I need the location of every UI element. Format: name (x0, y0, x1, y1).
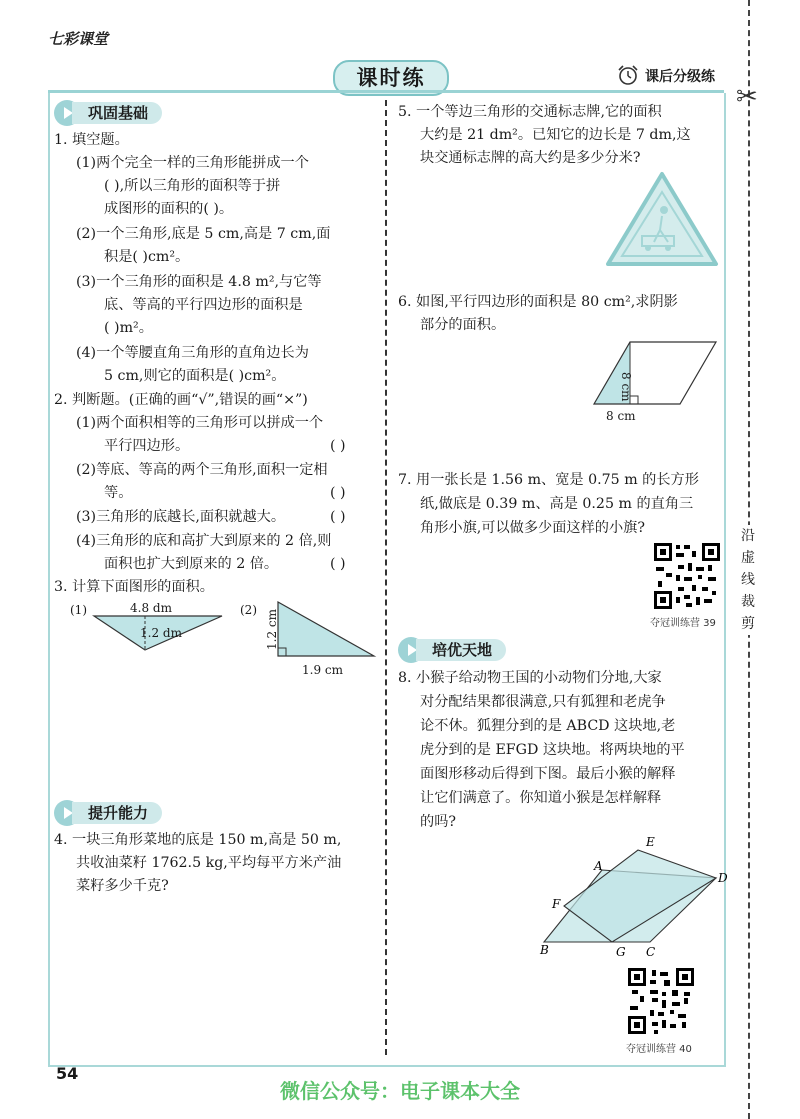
q1-line: (1)两个完全一样的三角形能拼成一个 (76, 155, 309, 171)
q2-line: (2)等底、等高的两个三角形,面积一定相 (76, 462, 328, 478)
point-B: B (540, 943, 549, 957)
q1-line: (2)一个三角形,底是 5 cm,高是 7 cm,面 (76, 226, 331, 242)
q6-height-label: 8 cm (619, 372, 633, 402)
q8-line: 8. 小猴子给动物王国的小动物们分地,大家 (398, 670, 662, 686)
q4-line: 4. 一块三角形菜地的底是 150 m,高是 50 m, (54, 832, 342, 848)
q1-line: (3)一个三角形的面积是 4.8 m²,与它等 (76, 274, 322, 290)
q1-line: ( ),所以三角形的面积等于拼 (104, 178, 281, 194)
parallelogram-figure (590, 338, 720, 408)
q1-line: 积是( )cm²。 (104, 249, 190, 265)
q3-title: 3. 计算下面图形的面积。 (54, 579, 214, 595)
scissors-icon: ✂ (736, 82, 758, 112)
q7-line: 7. 用一张长是 1.56 m、宽是 0.75 m 的长方形 (398, 472, 699, 488)
qr-code[interactable] (652, 541, 722, 611)
q1-line: (4)一个等腰直角三角形的直角边长为 (76, 345, 309, 361)
alarm-clock-icon (617, 64, 639, 86)
q8-line: 的吗? (420, 814, 456, 830)
column-divider (385, 100, 387, 1055)
fig1-base: 4.8 dm (130, 601, 172, 615)
tier-label: 课后分级练 (645, 69, 715, 85)
qr-caption: 夺冠训练营 39 (650, 618, 716, 629)
answer-paren: ( ) (330, 438, 346, 454)
q1-line: 底、等高的平行四边形的面积是 (104, 297, 303, 313)
q8-line: 让它们满意了。你知道小猴是怎样解释 (420, 790, 662, 806)
qr-code[interactable] (626, 966, 696, 1036)
cut-label: 沿 虚 线 裁 剪 (737, 525, 759, 635)
point-A: A (594, 859, 603, 873)
parallelogram-efgd-figure (530, 830, 730, 960)
brand-logo: 七彩课堂 (48, 30, 109, 48)
fig2-label: (2) (240, 603, 257, 617)
q8-line: 面图形移动后得到下图。最后小猴的解释 (420, 766, 676, 782)
q4-line: 菜籽多少千克? (76, 878, 169, 894)
answer-paren: ( ) (330, 556, 346, 572)
point-F: F (552, 897, 561, 911)
page-title: 课时练 (333, 60, 449, 96)
fig1-height: 1.2 dm (140, 626, 182, 640)
q6-line: 6. 如图,平行四边形的面积是 80 cm²,求阴影 (398, 294, 678, 310)
fig1-label: (1) (70, 603, 87, 617)
q2-line: (3)三角形的底越长,面积就越大。 (76, 509, 286, 525)
fig2-height: 1.2 cm (265, 609, 279, 650)
q2-line: 等。 (104, 485, 133, 501)
point-E: E (646, 835, 655, 849)
q5-line: 块交通标志牌的高大约是多少分米? (420, 150, 641, 166)
q2-line: (1)两个面积相等的三角形可以拼成一个 (76, 415, 324, 431)
q1-line: 成图形的面积的( )。 (104, 201, 234, 217)
q6-line: 部分的面积。 (420, 317, 506, 333)
point-D: D (718, 871, 728, 885)
q2-title: 2. 判断题。(正确的画“√”,错误的画“×”) (54, 392, 308, 408)
page-number: 54 (56, 1064, 79, 1083)
fig2-base: 1.9 cm (302, 663, 343, 677)
q8-line: 论不休。狐狸分到的是 ABCD 这块地,老 (420, 718, 676, 734)
q2-line: (4)三角形的底和高扩大到原来的 2 倍,则 (76, 533, 332, 549)
traffic-sign-figure (602, 170, 722, 268)
qr-caption: 夺冠训练营 40 (626, 1044, 692, 1055)
triangle-figure-2 (268, 598, 378, 660)
q2-line: 平行四边形。 (104, 438, 190, 454)
q8-line: 虎分到的是 EFGD 这块地。将两块地的平 (420, 742, 685, 758)
q1-title: 1. 填空题。 (54, 132, 129, 148)
q1-line: 5 cm,则它的面积是( )cm²。 (104, 368, 286, 384)
answer-paren: ( ) (330, 485, 346, 501)
answer-paren: ( ) (330, 509, 346, 525)
q7-line: 角形小旗,可以做多少面这样的小旗? (420, 520, 645, 536)
q1-line: ( )m²。 (104, 320, 153, 336)
q5-line: 5. 一个等边三角形的交通标志牌,它的面积 (398, 104, 662, 120)
footer-watermark: 微信公众号：电子课本大全 (280, 1079, 520, 1103)
q5-line: 大约是 21 dm²。已知它的边长是 7 dm,这 (420, 127, 691, 143)
q6-base-label: 8 cm (606, 409, 636, 423)
q8-line: 对分配结果都很满意,只有狐狸和老虎争 (420, 694, 666, 710)
point-G: G (616, 945, 626, 959)
q7-line: 纸,做底是 0.39 m、高是 0.25 m 的直角三 (420, 496, 694, 512)
q2-line: 面积也扩大到原来的 2 倍。 (104, 556, 279, 572)
point-C: C (646, 945, 656, 959)
q4-line: 共收油菜籽 1762.5 kg,平均每平方米产油 (76, 855, 342, 871)
